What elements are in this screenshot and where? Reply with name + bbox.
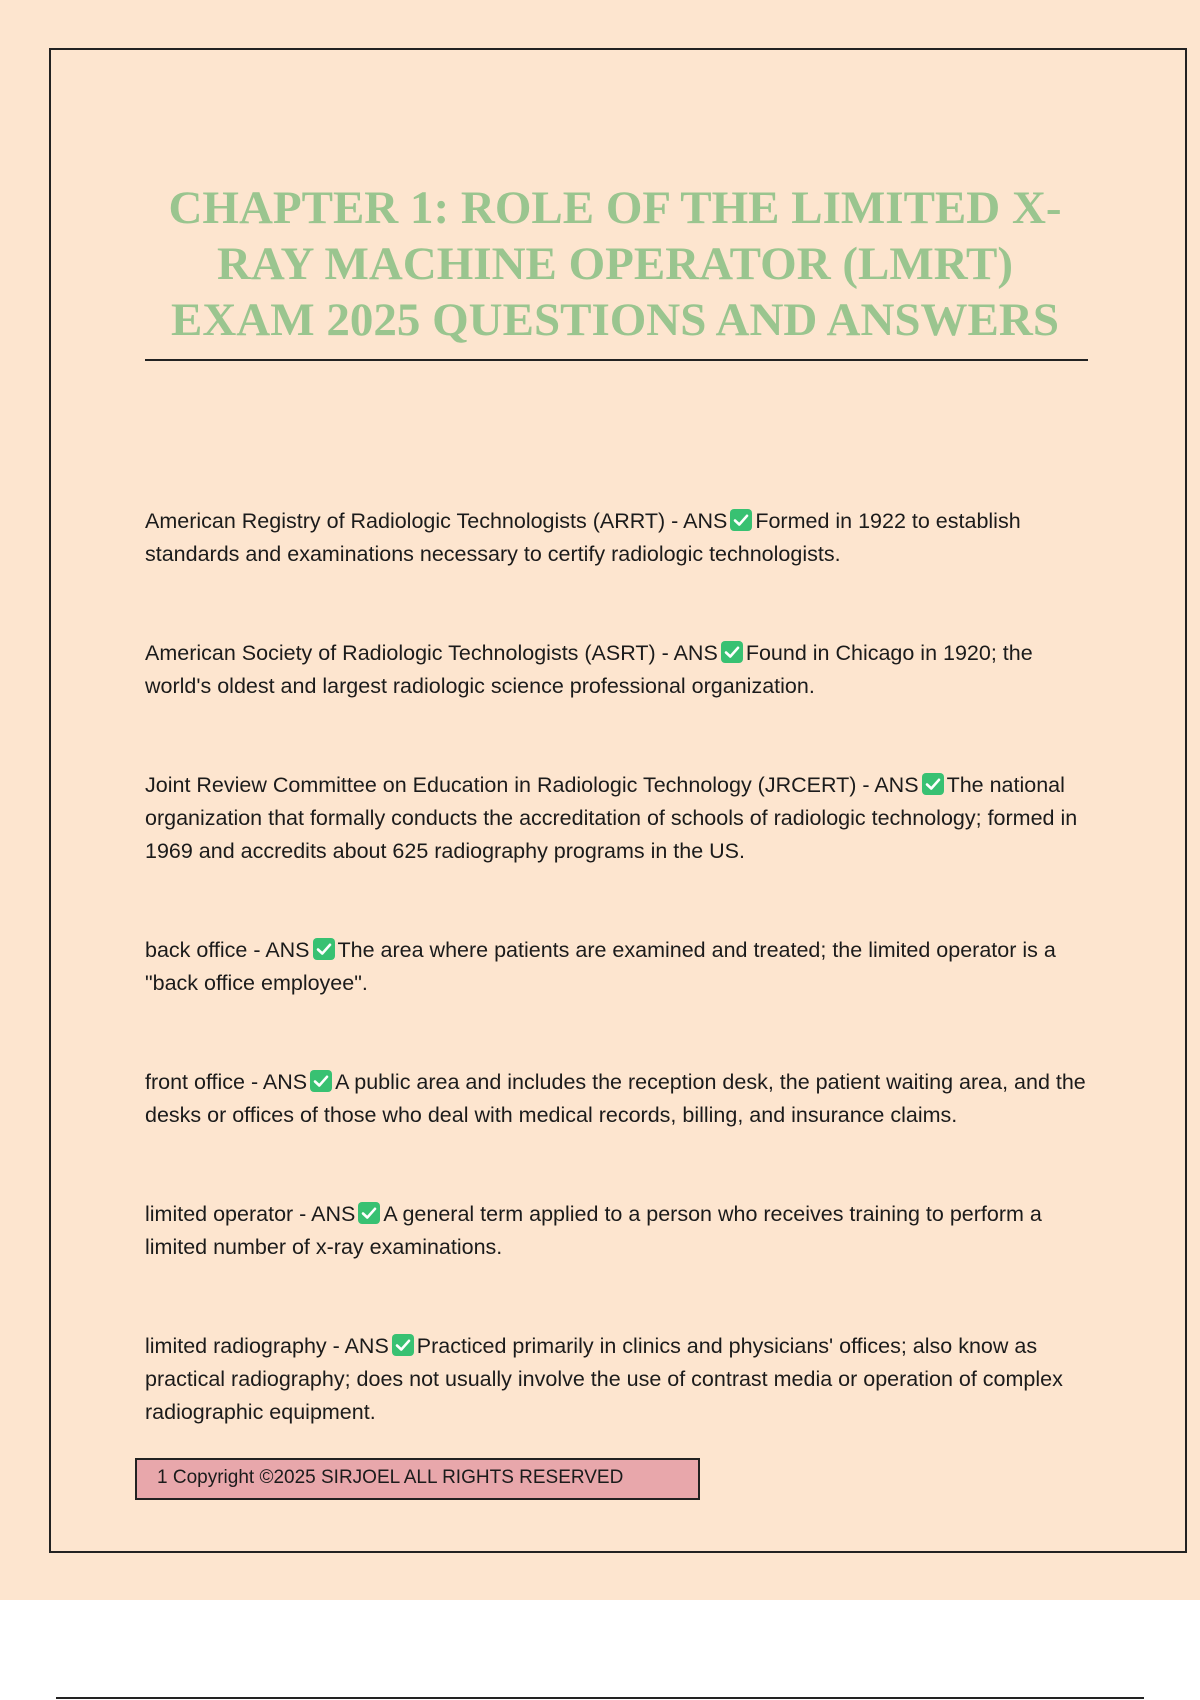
entry-term: limited radiography	[145, 1334, 327, 1358]
qa-entry: American Registry of Radiologic Technologists (ARRT) - ANS Formed in 1922 to establish standards and examinations necessary to certify radiologic technologists.	[145, 509, 1021, 566]
entry-answer: A general term applied to a person who receives training to perform a limited number of x-ray examinations.	[145, 1202, 1042, 1259]
entry-answer: The area where patients are examined and treated; the limited operator is a "back office employee".	[145, 938, 1056, 995]
check-mark-icon	[313, 938, 335, 960]
title-underline	[145, 359, 1088, 361]
answer-marker: ANS	[874, 773, 919, 797]
answer-marker: ANS	[262, 1070, 308, 1094]
entry-answer: Practiced primarily in clinics and physicians' offices; also know as practical radiography; does not usually involve the use of contrast media or operation of complex radiographic equipment.	[145, 1334, 1063, 1424]
entry-term: limited operator	[145, 1202, 294, 1226]
entry-answer: A public area and includes the reception desk, the patient waiting area, and the desks or offices of those who deal with medical records, billing, and insurance claims.	[145, 1070, 1086, 1127]
check-mark-icon	[721, 641, 743, 663]
answer-marker: ANS	[311, 1202, 356, 1226]
qa-entry: American Society of Radiologic Technologists (ASRT) - ANS Found in Chicago in 1920; the world's oldest and largest radiologic science professional organization.	[145, 641, 1033, 698]
check-mark-icon	[922, 773, 944, 795]
answer-marker: ANS	[673, 641, 718, 665]
entry-answer: The national organization that formally conducts the accreditation of schools of radiologic technology; formed in 1969 and accredits about 625 radiography programs in the US.	[145, 773, 1078, 863]
qa-entry: limited radiography - ANS Practiced primarily in clinics and physicians' offices; also know as practical radiography; does not usually involve the use of contrast media or operation of complex radiographic equipment.	[145, 1334, 1063, 1424]
qa-list	[145, 505, 1095, 1495]
entry-term: American Registry of Radiologic Technologists (ARRT)	[145, 509, 666, 533]
page-bottom-rule	[56, 1697, 1144, 1699]
document-title: CHAPTER 1: ROLE OF THE LIMITED X-RAY MACHINE OPERATOR (LMRT) EXAM 2025 QUESTIONS AND ANSWERS	[168, 182, 1062, 346]
check-mark-icon	[392, 1334, 414, 1356]
check-mark-icon	[310, 1070, 332, 1092]
qa-entry: limited operator - ANS A general term applied to a person who receives training to perform a limited number of x-ray examinations.	[145, 1202, 1042, 1259]
entry-term: front office	[145, 1070, 245, 1094]
qa-entry: Joint Review Committee on Education in Radiologic Technology (JRCERT) - ANS The national organization that formally conducts the accreditation of schools of radiologic technology; formed in 1969 and accredits about 625 radiography programs in the US.	[145, 773, 1078, 863]
entry-term: back office	[145, 938, 248, 962]
check-mark-icon	[730, 509, 752, 531]
answer-marker: ANS	[683, 509, 728, 533]
entry-term: American Society of Radiologic Technologists (ASRT)	[145, 641, 656, 665]
entry-answer: Found in Chicago in 1920; the world's oldest and largest radiologic science professional organization.	[145, 641, 1033, 698]
entry-answer: Formed in 1922 to establish standards and examinations necessary to certify radiologic technologists.	[145, 509, 1021, 566]
answer-marker: ANS	[344, 1334, 389, 1358]
check-mark-icon	[358, 1202, 380, 1224]
qa-entry: back office - ANS The area where patients are examined and treated; the limited operator is a "back office employee".	[145, 938, 1056, 995]
entry-term: Joint Review Committee on Education in Radiologic Technology (JRCERT)	[145, 773, 857, 797]
qa-entry: front office - ANS A public area and includes the reception desk, the patient waiting area, and the desks or offices of those who deal with medical records, billing, and insurance claims.	[145, 1070, 1086, 1127]
answer-marker: ANS	[265, 938, 310, 962]
copyright-footer: 1 Copyright ©2025 SIRJOEL ALL RIGHTS RESERVED	[135, 1458, 700, 1500]
